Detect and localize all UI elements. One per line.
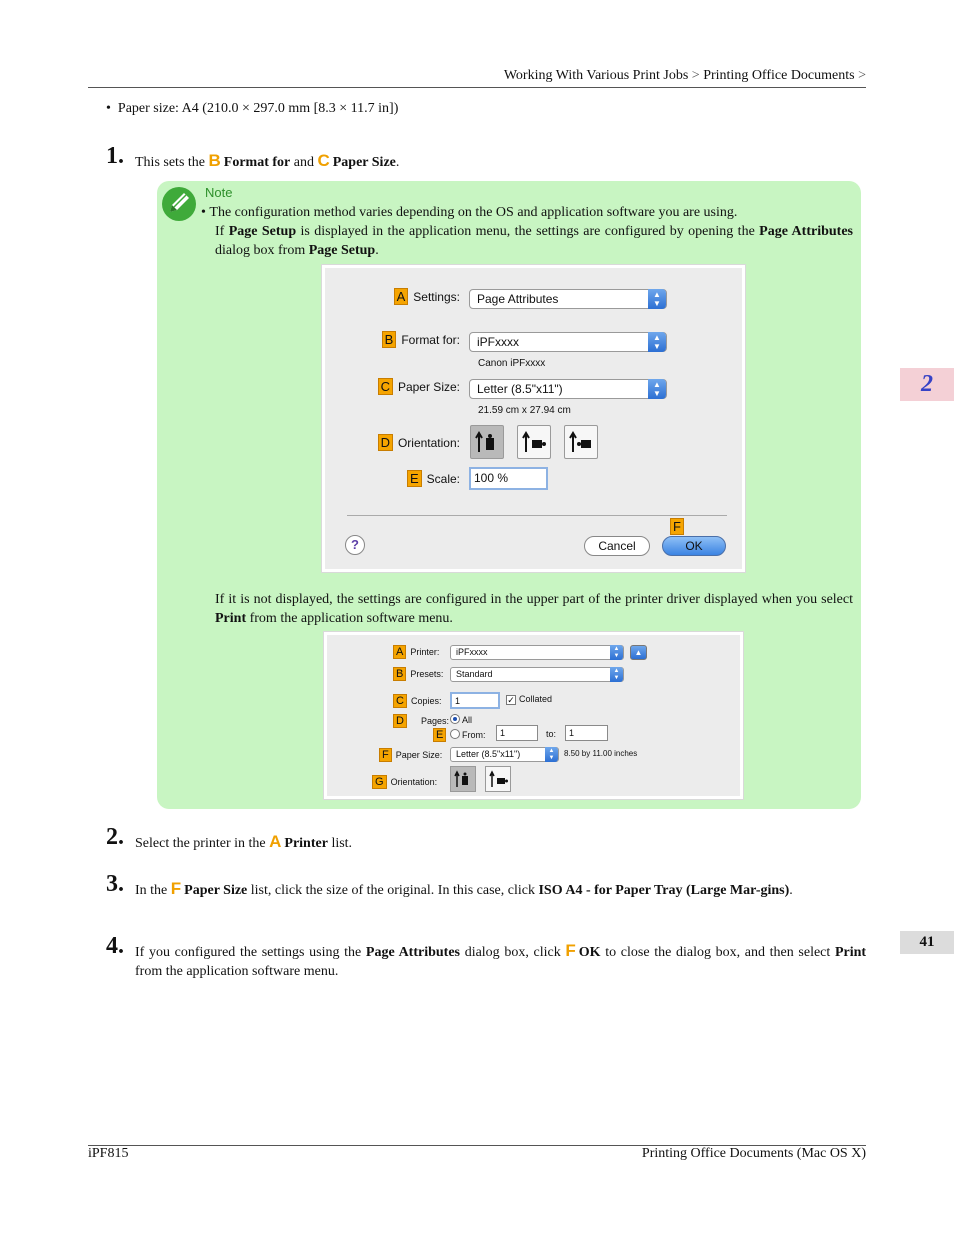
step-number: 2. — [106, 824, 124, 850]
step-text: This sets the B Format for and C Paper Size. — [135, 151, 400, 170]
updown-arrows-icon: ▲ ▼ — [648, 379, 666, 399]
from-input[interactable]: 1 — [496, 725, 538, 741]
chapter-tab[interactable]: 2 — [900, 368, 954, 401]
callout-tag: E — [407, 470, 422, 487]
pages-all-radio[interactable]: All — [450, 714, 472, 725]
callout-letter: B — [208, 151, 221, 170]
breadcrumb-separator: > — [691, 68, 700, 83]
bullet-text: Paper size: A4 (210.0 × 297.0 mm [8.3 × 11.7 in]) — [117, 101, 399, 116]
paper-size-bullet: • Paper size: A4 (210.0 × 297.0 mm [8.3 × 11.7 in]) — [106, 101, 399, 116]
scale-input[interactable]: 100 % — [469, 467, 548, 490]
presets-label: B Presets: — [393, 667, 443, 681]
page-attributes-dialog — [321, 264, 746, 573]
paper-size-popup[interactable]: Letter (8.5"x11") ▲ ▼ — [450, 747, 559, 762]
to-label: to: — [546, 729, 557, 739]
callout-letter: A — [269, 832, 282, 851]
callout-tag: A — [393, 645, 406, 659]
paper-size-popup[interactable]: Letter (8.5"x11") ▲ ▼ — [469, 379, 667, 399]
pages-from-radio[interactable]: From: — [450, 729, 486, 740]
updown-arrows-icon: ▲ ▼ — [610, 667, 623, 682]
callout-letter: C — [317, 151, 330, 170]
landscape-icon — [518, 426, 552, 460]
callout-tag: E — [433, 728, 446, 742]
callout-tag: B — [382, 331, 397, 348]
settings-label: A Settings: — [394, 288, 460, 305]
page-number-tab: 41 — [900, 931, 954, 954]
printer-label: A Printer: — [393, 645, 439, 659]
callout-tag: C — [393, 694, 407, 708]
callout-letter: F — [565, 941, 576, 960]
callout-tag: D — [393, 714, 407, 728]
callout-tag: A — [394, 288, 409, 305]
paper-size-info: 8.50 by 11.00 inches — [564, 749, 638, 758]
landscape-orientation-button[interactable] — [485, 766, 511, 792]
portrait-orientation-button[interactable] — [450, 766, 476, 792]
updown-arrows-icon: ▲ ▼ — [648, 289, 666, 309]
footer-section-title: Printing Office Documents (Mac OS X) — [641, 1146, 866, 1161]
callout-letter: F — [170, 879, 182, 898]
scale-label: E Scale: — [407, 470, 460, 487]
step-text: If you configured the settings using the Page Attributes dialog box, click F OK to close the dialog box, and then select Print from the application software menu. — [135, 941, 867, 979]
printer-popup[interactable]: iPFxxxx ▲ ▼ — [450, 645, 624, 660]
breadcrumb — [504, 68, 866, 84]
settings-popup[interactable]: Page Attributes ▲ ▼ — [469, 289, 667, 309]
step-text: In the F Paper Size list, click the size of the original. In this case, click ISO A4 - for Paper Tray (Large Mar-gins). — [135, 879, 793, 898]
print-dialog — [323, 631, 744, 800]
footer-model: iPF815 — [88, 1146, 129, 1161]
portrait-icon — [471, 426, 505, 460]
note-label: Note — [205, 185, 233, 200]
dialog-divider — [347, 515, 727, 516]
ok-button[interactable]: OK — [662, 536, 726, 556]
step-number: 4. — [106, 933, 124, 959]
paper-size-subinfo: 21.59 cm x 27.94 cm — [478, 405, 571, 416]
header-divider — [88, 87, 866, 88]
orientation-label: D Orientation: — [378, 434, 460, 451]
callout-tag: G — [372, 775, 387, 789]
step-number: 1. — [106, 143, 124, 169]
to-input[interactable]: 1 — [565, 725, 608, 741]
callout-tag: F — [379, 748, 392, 762]
copies-input[interactable]: 1 — [450, 692, 500, 709]
orientation-label: G Orientation: — [372, 775, 437, 789]
checkmark-icon: ✓ — [507, 695, 515, 705]
note-text: • The configuration method varies depending on the OS and application software you are using. If Page Setup is displayed in the application menu, the settings are configured by opening the Page Attributes dialog box from Page Setup. — [201, 205, 853, 258]
help-button[interactable]: ? — [345, 535, 365, 555]
paper-size-label: C Paper Size: — [378, 378, 460, 395]
reverse-landscape-icon — [565, 426, 599, 460]
format-for-label: B Format for: — [382, 331, 460, 348]
format-for-subinfo: Canon iPFxxxx — [478, 358, 546, 369]
portrait-icon — [451, 767, 477, 793]
step-text: Select the printer in the A Printer list. — [135, 832, 353, 851]
copies-label: C Copies: — [393, 694, 441, 708]
pencil-icon — [162, 187, 196, 221]
breadcrumb-item[interactable]: Printing Office Documents — [703, 68, 855, 83]
callout-tag: C — [378, 378, 393, 395]
callout-tag: F — [670, 518, 684, 535]
updown-arrows-icon: ▲ ▼ — [545, 747, 558, 762]
pages-label: D Pages: — [393, 714, 449, 728]
format-for-popup[interactable]: iPFxxxx ▲ ▼ — [469, 332, 667, 352]
portrait-orientation-button[interactable] — [470, 425, 504, 459]
callout-tag: D — [378, 434, 393, 451]
landscape-orientation-button[interactable] — [517, 425, 551, 459]
callout-tag: B — [393, 667, 406, 681]
breadcrumb-item[interactable]: Working With Various Print Jobs — [503, 68, 689, 83]
paper-size-label: F Paper Size: — [379, 748, 442, 762]
step-number: 3. — [106, 871, 124, 897]
breadcrumb-separator: > — [858, 68, 866, 83]
presets-popup[interactable]: Standard ▲ ▼ — [450, 667, 624, 682]
updown-arrows-icon: ▲ ▼ — [610, 645, 623, 660]
note-paragraph: If it is not displayed, the settings are configured in the upper part of the printer driver displayed when you select Print from the application software menu. — [215, 592, 853, 626]
reverse-landscape-orientation-button[interactable] — [564, 425, 598, 459]
collated-checkbox[interactable]: ✓ Collated — [507, 694, 553, 705]
cancel-button[interactable]: Cancel — [584, 536, 650, 556]
expand-dialog-button[interactable]: ▲ — [630, 645, 647, 660]
from-tag — [433, 728, 450, 742]
updown-arrows-icon: ▲ ▼ — [648, 332, 666, 352]
landscape-icon — [486, 767, 512, 793]
